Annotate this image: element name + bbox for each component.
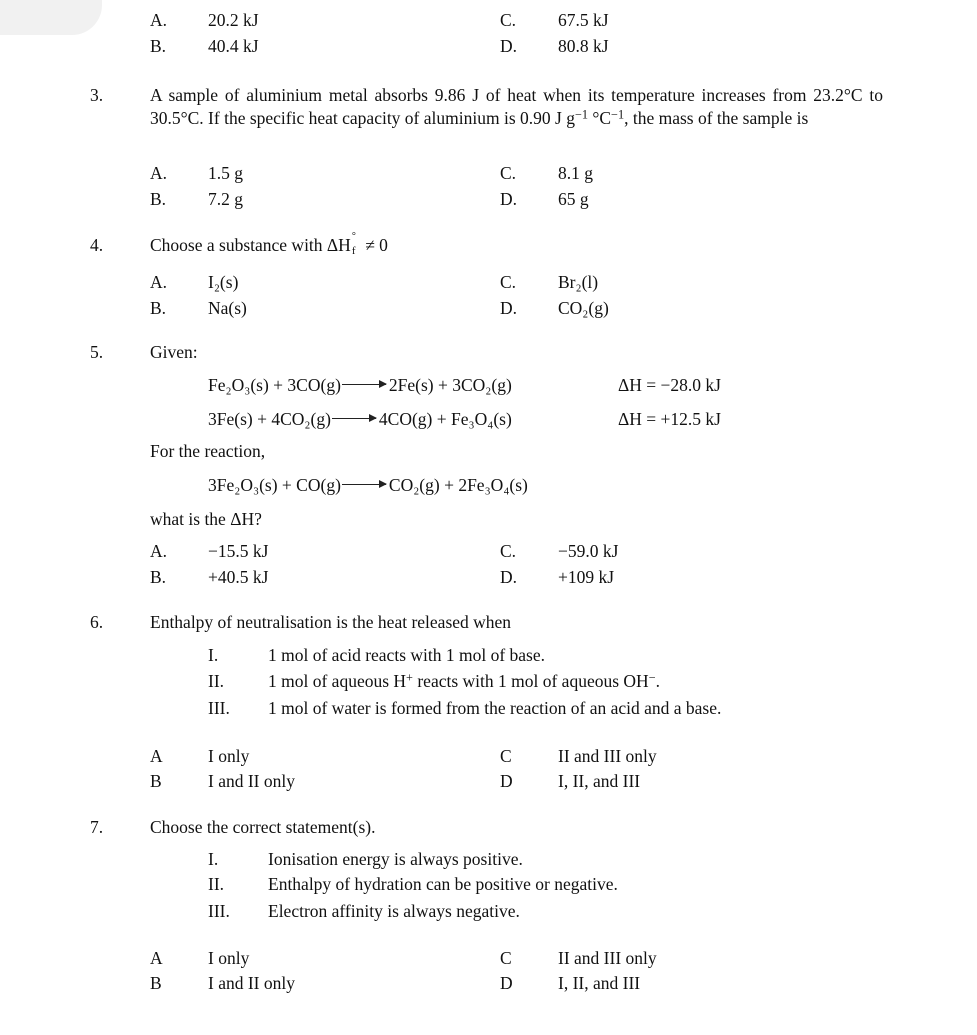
q7-statement-text: Enthalpy of hydration can be positive or negative. [268, 874, 618, 894]
q5-equation-1-enthalpy: ΔH = −28.0 kJ [618, 375, 721, 395]
q7-option-c-letter: C [500, 948, 512, 968]
q5-for-reaction: For the reaction, [150, 441, 266, 461]
q3-option-a-letter: A. [150, 163, 168, 183]
reaction-arrow-icon [342, 384, 386, 385]
q2-option-c-text: 67.5 kJ [558, 10, 609, 30]
q6-option-d-text: I, II, and III [558, 771, 641, 791]
q6-statement-text: 1 mol of water is formed from the reaction of an acid and a base. [268, 698, 722, 718]
q5-equation-2: 3Fe(s) + 4CO₂(g) 4CO(g) + Fe₃O₄(s) [208, 409, 512, 429]
q5-equation-1: Fe₂O₃(s) + 3CO(g) 2Fe(s) + 3CO₂(g) [208, 375, 512, 395]
q2-option-a-text: 20.2 kJ [208, 10, 259, 30]
q4-stem: Choose a substance with ΔH ° f ≠ 0 [150, 231, 388, 257]
q2-option-c-letter: C. [500, 10, 517, 30]
q6-option-c-text: II and III only [558, 746, 657, 766]
q7-option-d-text: I, II, and III [558, 973, 641, 993]
q4-option-a-text: I₂(s) [208, 272, 239, 292]
q6-statement-text: 1 mol of acid reacts with 1 mol of base. [268, 645, 546, 665]
q7-option-a-letter: A [150, 948, 163, 968]
q4-number: 4. [90, 235, 104, 255]
q6-statement-numeral: III. [208, 698, 230, 718]
q3-option-d-text: 65 g [558, 189, 589, 209]
q5-option-b-text: +40.5 kJ [208, 567, 269, 587]
q3-stem: A sample of aluminium metal absorbs 9.86 J of heat when its temperature increases from 23.2°C to 30.5°C. If the specific heat capacity of aluminium is 0.90 J $g^{-1}$ $^\circ C^{-1}$, the mass of the sample is [150, 85, 883, 128]
q6-option-a-text: I only [208, 746, 250, 766]
q6-statement-numeral: I. [208, 645, 219, 665]
q6-number: 6. [90, 612, 104, 632]
q4-option-d-letter: D. [500, 298, 518, 318]
q6-statement-numeral: II. [208, 671, 225, 691]
q3-option-b-text: 7.2 g [208, 189, 243, 209]
q5-equation-2-enthalpy: ΔH = +12.5 kJ [618, 409, 721, 429]
q7-number: 7. [90, 817, 104, 837]
q7-option-b-letter: B [150, 973, 162, 993]
q6-option-d-letter: D [500, 771, 513, 791]
q6-stem: Enthalpy of neutralisation is the heat released when [150, 612, 512, 632]
q4-option-c-letter: C. [500, 272, 517, 292]
q3-option-d-letter: D. [500, 189, 518, 209]
q6-option-b-letter: B [150, 771, 162, 791]
q2-option-d-text: 80.8 kJ [558, 36, 609, 56]
q3-number: 3. [90, 85, 104, 105]
q6-option-b-text: I and II only [208, 771, 295, 791]
q3-option-b-letter: B. [150, 189, 167, 209]
q7-statement-text: Electron affinity is always negative. [268, 901, 520, 921]
q5-option-c-letter: C. [500, 541, 517, 561]
q7-statement-numeral: II. [208, 874, 225, 894]
q2-option-d-letter: D. [500, 36, 518, 56]
q6-statement-text: 1 mol of aqueous H+ reacts with 1 mol of aqueous OH−. [268, 670, 660, 691]
q6-option-a-letter: A [150, 746, 163, 766]
q4-option-a-letter: A. [150, 272, 168, 292]
q5-option-a-text: −15.5 kJ [208, 541, 269, 561]
q7-option-c-text: II and III only [558, 948, 657, 968]
q4-option-d-text: CO₂(g) [558, 298, 609, 318]
page-corner-shadow [0, 0, 102, 35]
q7-statement-numeral: III. [208, 901, 230, 921]
q6-option-c-letter: C [500, 746, 512, 766]
q2-option-b-text: 40.4 kJ [208, 36, 259, 56]
q2-option-b-letter: B. [150, 36, 167, 56]
q4-option-c-text: Br₂(l) [558, 272, 599, 292]
q3-option-a-text: 1.5 g [208, 163, 243, 183]
q7-option-b-text: I and II only [208, 973, 295, 993]
q5-number: 5. [90, 342, 104, 362]
q5-option-d-text: +109 kJ [558, 567, 615, 587]
q3-option-c-text: 8.1 g [558, 163, 593, 183]
q5-given: Given: [150, 342, 198, 362]
q5-option-a-letter: A. [150, 541, 168, 561]
q7-statement-text: Ionisation energy is always positive. [268, 849, 523, 869]
q4-option-b-letter: B. [150, 298, 167, 318]
q5-target-equation: 3Fe₂O₃(s) + CO(g) CO₂(g) + 2Fe₃O₄(s) [208, 475, 528, 495]
q5-option-c-text: −59.0 kJ [558, 541, 619, 561]
reaction-arrow-icon [332, 418, 376, 419]
q3-option-c-letter: C. [500, 163, 517, 183]
q7-stem: Choose the correct statement(s). [150, 817, 376, 837]
q7-option-d-letter: D [500, 973, 513, 993]
q4-option-b-text: Na(s) [208, 298, 247, 318]
q7-option-a-text: I only [208, 948, 250, 968]
q5-option-d-letter: D. [500, 567, 518, 587]
q5-option-b-letter: B. [150, 567, 167, 587]
reaction-arrow-icon [342, 484, 386, 485]
q2-option-a-letter: A. [150, 10, 168, 30]
q5-question: what is the ΔH? [150, 509, 262, 529]
q7-statement-numeral: I. [208, 849, 219, 869]
